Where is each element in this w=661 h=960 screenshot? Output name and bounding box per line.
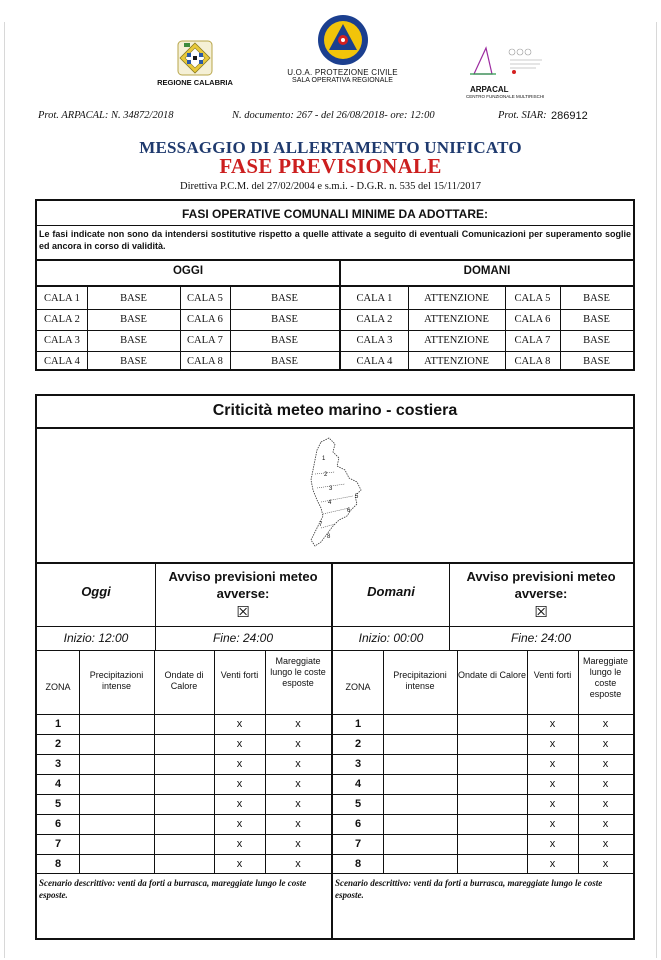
domani-fase-cell: CALA 3 — [356, 335, 393, 346]
domani-zone-number: 3 — [354, 758, 362, 770]
protezione-civile-emblem-icon — [317, 14, 369, 66]
oggi-fase-cell: BASE — [271, 335, 298, 346]
oggi-avviso-label: Avviso previsioni meteo avverse: — [168, 569, 318, 601]
regione-calabria-logo — [150, 40, 240, 87]
uoa-line2: SALA OPERATIVA REGIONALE — [292, 77, 393, 84]
fasi-operative-box — [35, 199, 635, 371]
prot-arpacal: Prot. ARPACAL: N. 34872/2018 — [38, 110, 174, 121]
domani-col-header: Mareggiate lungo le coste esposte — [582, 656, 629, 699]
domani-zone-mark: x — [549, 818, 556, 830]
domani-fase-cell: ATTENZIONE — [424, 314, 489, 325]
domani-scenario: Scenario descrittivo: venti da forti a burrasca, mareggiate lungo le coste esposte. — [335, 878, 603, 900]
domani-zone-mark: x — [602, 738, 609, 750]
domani-day-label: Domani — [367, 584, 415, 599]
arpacal-name: ARPACAL — [470, 85, 509, 94]
arpacal-subtitle: CENTRO FUNZIONALE MULTIRISCHI — [466, 94, 545, 99]
oggi-day-label: Oggi — [81, 584, 111, 599]
oggi-zone-mark: x — [236, 858, 243, 870]
arpacal-logo — [462, 44, 562, 99]
domani-zone-mark: x — [602, 758, 609, 770]
prot-siar-value: 286912 — [551, 110, 588, 122]
fasi-heading: FASI OPERATIVE COMUNALI MINIME DA ADOTTARE: — [182, 207, 488, 221]
domani-inizio: Inizio: 00:00 — [358, 631, 424, 645]
domani-zone-number: 1 — [354, 718, 362, 730]
oggi-fase-cell: BASE — [120, 293, 147, 304]
oggi-zone-mark: x — [295, 798, 301, 810]
oggi-zone-mark: x — [295, 818, 301, 830]
oggi-zone-mark: x — [295, 738, 301, 750]
phase-title: FASE PREVISIONALE — [219, 154, 442, 178]
directive-line: Direttiva P.C.M. del 27/02/2004 e s.m.i. - D.G.R. n. 535 del 15/11/2017 — [180, 181, 481, 192]
calabria-zones-map — [299, 434, 379, 554]
domani-zone-number: 8 — [354, 858, 362, 870]
domani-zone-mark: x — [602, 818, 609, 830]
oggi-inizio: Inizio: 12:00 — [63, 631, 129, 645]
oggi-zone-number: 6 — [54, 818, 62, 830]
domani-col-header: Ondate di Calore — [457, 670, 527, 680]
domani-zone-number: 2 — [354, 738, 362, 750]
protezione-civile-logo — [280, 14, 405, 84]
oggi-fase-cell: CALA 8 — [187, 356, 223, 367]
domani-fase-cell: CALA 2 — [356, 314, 393, 325]
oggi-fase-cell: BASE — [271, 314, 298, 325]
oggi-fine: Fine: 24:00 — [212, 631, 274, 645]
oggi-zone-number: 1 — [54, 718, 62, 730]
oggi-zone-mark: x — [295, 838, 301, 850]
criticita-box — [35, 394, 635, 940]
map-zone-number: 7 — [319, 522, 323, 528]
domani-zone-number: 7 — [354, 838, 362, 850]
oggi-zone-mark: x — [236, 798, 243, 810]
domani-fase-cell: BASE — [583, 314, 610, 325]
oggi-col-header: Precipitazioni intense — [89, 670, 144, 691]
domani-fase-cell: CALA 4 — [356, 356, 393, 367]
oggi-zone-mark: x — [295, 718, 301, 730]
domani-fase-cell: BASE — [583, 335, 610, 346]
oggi-zone-mark: x — [236, 758, 243, 770]
oggi-fase-cell: BASE — [271, 356, 298, 367]
oggi-fase-cell: CALA 2 — [44, 314, 80, 325]
domani-zone-mark: x — [549, 738, 556, 750]
oggi-fase-cell: CALA 6 — [187, 314, 223, 325]
map-zone-number: 2 — [324, 472, 328, 478]
domani-fase-cell: CALA 6 — [514, 314, 551, 325]
fasi-note: Le fasi indicate non sono da intendersi sostitutive rispetto a quelle attivate a seguito di eventuali Comunicazioni per superamento soglie ed ancora in corso di validità. — [39, 229, 631, 251]
domani-fase-cell: CALA 1 — [356, 293, 393, 304]
oggi-col-header: Venti forti — [220, 670, 259, 680]
domani-col-header: ZONA — [345, 682, 371, 692]
oggi-zone-number: 8 — [54, 858, 62, 870]
map-zone-number: 6 — [347, 508, 351, 514]
map-zone-number: 5 — [355, 494, 359, 500]
domani-zone-mark: x — [549, 718, 556, 730]
domani-fine: Fine: 24:00 — [510, 631, 572, 645]
arpacal-emblem-icon — [462, 44, 562, 78]
main-title: MESSAGGIO DI ALLERTAMENTO UNIFICATO — [139, 138, 522, 157]
oggi-zone-mark: x — [236, 738, 243, 750]
domani-fase-cell: CALA 5 — [514, 293, 551, 304]
oggi-fase-cell: BASE — [120, 314, 147, 325]
domani-col-header: Precipitazioni intense — [393, 670, 447, 691]
domani-zone-mark: x — [549, 798, 556, 810]
oggi-zone-mark: x — [236, 778, 243, 790]
oggi-fase-cell: CALA 1 — [44, 293, 80, 304]
oggi-fase-cell: CALA 5 — [187, 293, 223, 304]
oggi-fase-cell: CALA 4 — [44, 356, 80, 367]
oggi-fase-cell: BASE — [271, 293, 298, 304]
domani-zone-number: 5 — [354, 798, 362, 810]
domani-fase-cell: ATTENZIONE — [424, 293, 489, 304]
oggi-fase-cell: BASE — [120, 356, 147, 367]
oggi-zone-number: 4 — [54, 778, 62, 790]
domani-fase-cell: CALA 8 — [514, 356, 551, 367]
map-zone-number: 4 — [328, 500, 332, 506]
domani-zone-mark: x — [602, 798, 609, 810]
domani-fase-cell: ATTENZIONE — [424, 335, 489, 346]
oggi-zone-mark: x — [236, 838, 243, 850]
oggi-zone-mark: x — [295, 858, 301, 870]
oggi-col-header: ZONA — [45, 682, 71, 692]
domani-zone-mark: x — [549, 838, 556, 850]
domani-phase-header: DOMANI — [463, 265, 511, 277]
domani-fase-cell: BASE — [583, 356, 610, 367]
oggi-fase-cell: CALA 7 — [187, 335, 223, 346]
oggi-zone-number: 5 — [54, 798, 62, 810]
oggi-phase-header: OGGI — [172, 265, 204, 277]
oggi-zone-number: 2 — [54, 738, 62, 750]
oggi-scenario: Scenario descrittivo: venti da forti a burrasca, mareggiate lungo le coste esposte. — [39, 878, 307, 900]
domani-zone-number: 6 — [354, 818, 362, 830]
oggi-col-header: Ondate di Calore — [164, 670, 204, 691]
map-zone-number: 3 — [329, 486, 333, 492]
domani-zone-number: 4 — [354, 778, 362, 790]
oggi-zone-mark: x — [295, 778, 301, 790]
regione-calabria-label: REGIONE CALABRIA — [157, 78, 233, 87]
oggi-zone-number: 7 — [54, 838, 62, 850]
domani-avviso-label: Avviso previsioni meteo avverse: — [466, 569, 616, 601]
map-zone-number: 8 — [327, 534, 331, 540]
domani-zone-mark: x — [602, 858, 609, 870]
domani-fase-cell: BASE — [583, 293, 610, 304]
domani-zone-mark: x — [602, 778, 609, 790]
oggi-fase-cell: CALA 3 — [44, 335, 80, 346]
regione-calabria-emblem-icon — [177, 40, 213, 76]
domani-zone-mark: x — [549, 758, 556, 770]
domani-zone-mark: x — [602, 838, 609, 850]
domani-fase-cell: CALA 7 — [514, 335, 551, 346]
oggi-fase-cell: BASE — [120, 335, 147, 346]
oggi-zone-mark: x — [295, 758, 301, 770]
n-documento: N. documento: 267 - del 26/08/2018- ore: 12:00 — [232, 110, 435, 121]
domani-zone-mark: x — [602, 718, 609, 730]
prot-siar-label: Prot. SIAR: — [498, 110, 547, 121]
oggi-zone-mark: x — [236, 818, 243, 830]
oggi-zone-mark: x — [236, 718, 243, 730]
domani-zone-mark: x — [549, 778, 556, 790]
oggi-zone-number: 3 — [54, 758, 62, 770]
oggi-avviso-checkbox[interactable]: ☒ — [236, 603, 250, 621]
domani-avviso-checkbox[interactable]: ☒ — [534, 603, 548, 621]
domani-col-header: Venti forti — [533, 670, 572, 680]
map-zone-number: 1 — [322, 456, 326, 462]
uoa-line1: U.O.A. PROTEZIONE CIVILE — [287, 68, 398, 77]
criticita-title: Criticità meteo marino - costiera — [212, 402, 458, 419]
domani-fase-cell: ATTENZIONE — [424, 356, 489, 367]
domani-zone-mark: x — [549, 858, 556, 870]
oggi-col-header: Mareggiate lungo le coste esposte — [270, 656, 326, 688]
